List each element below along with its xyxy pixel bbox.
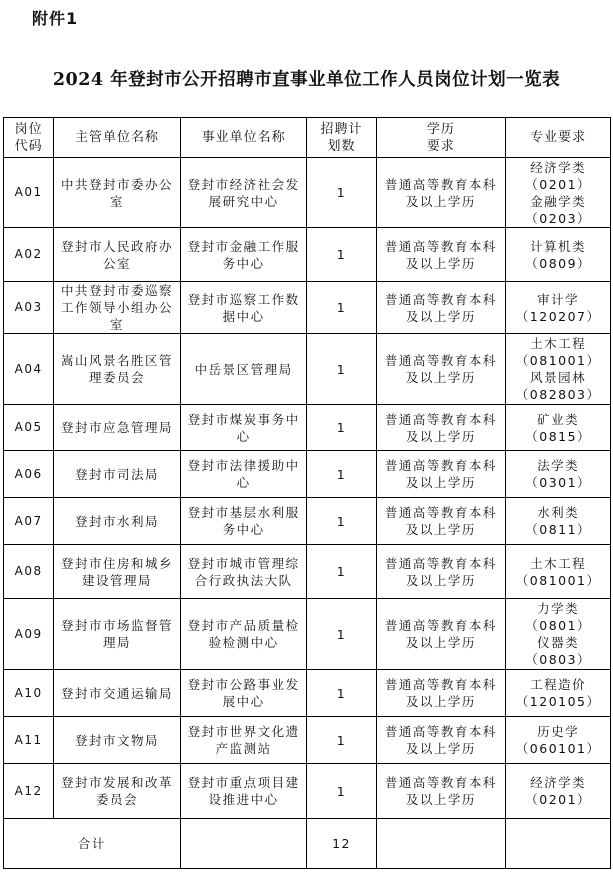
cell-institution: 登封市巡察工作数据中心 [180, 282, 307, 334]
table-row [4, 334, 611, 405]
cell-institution: 登封市产品质量检验检测中心 [180, 599, 307, 670]
cell-institution: 中岳景区管理局 [180, 334, 307, 405]
cell-education: 普通高等教育本科及以上学历 [376, 228, 506, 282]
cell-unit: 中共登封市委巡察工作领导小组办公室 [54, 282, 181, 334]
cell-code: A08 [4, 545, 54, 599]
total-row [4, 819, 611, 869]
cell-education: 普通高等教育本科及以上学历 [376, 764, 506, 819]
cell-count: 1 [307, 228, 376, 282]
table-row [4, 599, 611, 670]
header-unit: 主管单位名称 [54, 118, 181, 158]
cell-education: 普通高等教育本科及以上学历 [376, 545, 506, 599]
cell-count: 1 [307, 282, 376, 334]
header-institution: 事业单位名称 [180, 118, 307, 158]
cell-code: A01 [4, 158, 54, 228]
cell-code: A11 [4, 717, 54, 764]
cell-unit: 登封市文物局 [54, 717, 181, 764]
cell-education: 普通高等教育本科及以上学历 [376, 334, 506, 405]
cell-institution: 登封市重点项目建设推进中心 [180, 764, 307, 819]
cell-education: 普通高等教育本科及以上学历 [376, 405, 506, 451]
cell-code: A09 [4, 599, 54, 670]
cell-code: A06 [4, 451, 54, 498]
cell-unit: 登封市住房和城乡建设管理局 [54, 545, 181, 599]
header-row [4, 118, 611, 158]
cell-unit: 登封市发展和改革委员会 [54, 764, 181, 819]
table-row [4, 764, 611, 819]
cell-unit: 中共登封市委办公室 [54, 158, 181, 228]
cell-major: 土木工程 （081001） [506, 545, 611, 599]
cell-major: 工程造价 （120105） [506, 670, 611, 717]
cell-major: 经济学类 （0201） 金融学类 （0203） [506, 158, 611, 228]
table-row [4, 545, 611, 599]
cell-education: 普通高等教育本科及以上学历 [376, 451, 506, 498]
attachment-label: 附件1 [32, 9, 79, 28]
cell-major: 经济学类 （0201） [506, 764, 611, 819]
total-count: 12 [307, 819, 376, 869]
total-empty-institution [180, 819, 307, 869]
cell-code: A04 [4, 334, 54, 405]
header-major: 专业要求 [506, 118, 611, 158]
table-row [4, 717, 611, 764]
cell-count: 1 [307, 405, 376, 451]
cell-unit: 登封市人民政府办公室 [54, 228, 181, 282]
cell-institution: 登封市法律援助中心 [180, 451, 307, 498]
cell-count: 1 [307, 717, 376, 764]
cell-unit: 登封市交通运输局 [54, 670, 181, 717]
cell-major: 水利类 （0811） [506, 498, 611, 545]
cell-education: 普通高等教育本科及以上学历 [376, 158, 506, 228]
cell-code: A05 [4, 405, 54, 451]
cell-education: 普通高等教育本科及以上学历 [376, 670, 506, 717]
table-row [4, 228, 611, 282]
table-row [4, 282, 611, 334]
table-row [4, 498, 611, 545]
cell-major: 土木工程 （081001） 风景园林 （082803） [506, 334, 611, 405]
cell-unit: 登封市水利局 [54, 498, 181, 545]
cell-institution: 登封市经济社会发展研究中心 [180, 158, 307, 228]
header-count: 招聘计 划数 [307, 118, 376, 158]
cell-education: 普通高等教育本科及以上学历 [376, 599, 506, 670]
cell-code: A07 [4, 498, 54, 545]
cell-institution: 登封市城市管理综合行政执法大队 [180, 545, 307, 599]
table-body [4, 158, 611, 869]
cell-major: 审计学 （120207） [506, 282, 611, 334]
cell-count: 1 [307, 764, 376, 819]
table-row [4, 405, 611, 451]
cell-count: 1 [307, 451, 376, 498]
cell-institution: 登封市金融工作服务中心 [180, 228, 307, 282]
cell-code: A03 [4, 282, 54, 334]
cell-education: 普通高等教育本科及以上学历 [376, 498, 506, 545]
cell-code: A12 [4, 764, 54, 819]
cell-major: 法学类 （0301） [506, 451, 611, 498]
total-label: 合计 [4, 819, 181, 869]
cell-count: 1 [307, 670, 376, 717]
cell-institution: 登封市基层水利服务中心 [180, 498, 307, 545]
cell-count: 1 [307, 334, 376, 405]
cell-institution: 登封市公路事业发展中心 [180, 670, 307, 717]
cell-count: 1 [307, 498, 376, 545]
cell-unit: 登封市市场监督管理局 [54, 599, 181, 670]
document-title: 2024 年登封市公开招聘市直事业单位工作人员岗位计划一览表 [52, 70, 561, 90]
cell-major: 矿业类 （0815） [506, 405, 611, 451]
job-plan-table [3, 117, 611, 869]
table-row [4, 670, 611, 717]
cell-unit: 登封市应急管理局 [54, 405, 181, 451]
cell-code: A10 [4, 670, 54, 717]
cell-major: 计算机类 （0809） [506, 228, 611, 282]
cell-unit: 嵩山风景名胜区管理委员会 [54, 334, 181, 405]
cell-major: 力学类 （0801） 仪器类 （0803） [506, 599, 611, 670]
cell-education: 普通高等教育本科及以上学历 [376, 717, 506, 764]
table-row [4, 451, 611, 498]
total-empty-education [376, 819, 506, 869]
cell-code: A02 [4, 228, 54, 282]
header-code: 岗位 代码 [4, 118, 54, 158]
cell-count: 1 [307, 545, 376, 599]
cell-count: 1 [307, 599, 376, 670]
cell-count: 1 [307, 158, 376, 228]
table-row [4, 158, 611, 228]
cell-institution: 登封市煤炭事务中心 [180, 405, 307, 451]
cell-major: 历史学 （060101） [506, 717, 611, 764]
cell-institution: 登封市世界文化遗产监测站 [180, 717, 307, 764]
cell-education: 普通高等教育本科及以上学历 [376, 282, 506, 334]
cell-unit: 登封市司法局 [54, 451, 181, 498]
header-education: 学历 要求 [376, 118, 506, 158]
total-empty-major [506, 819, 611, 869]
